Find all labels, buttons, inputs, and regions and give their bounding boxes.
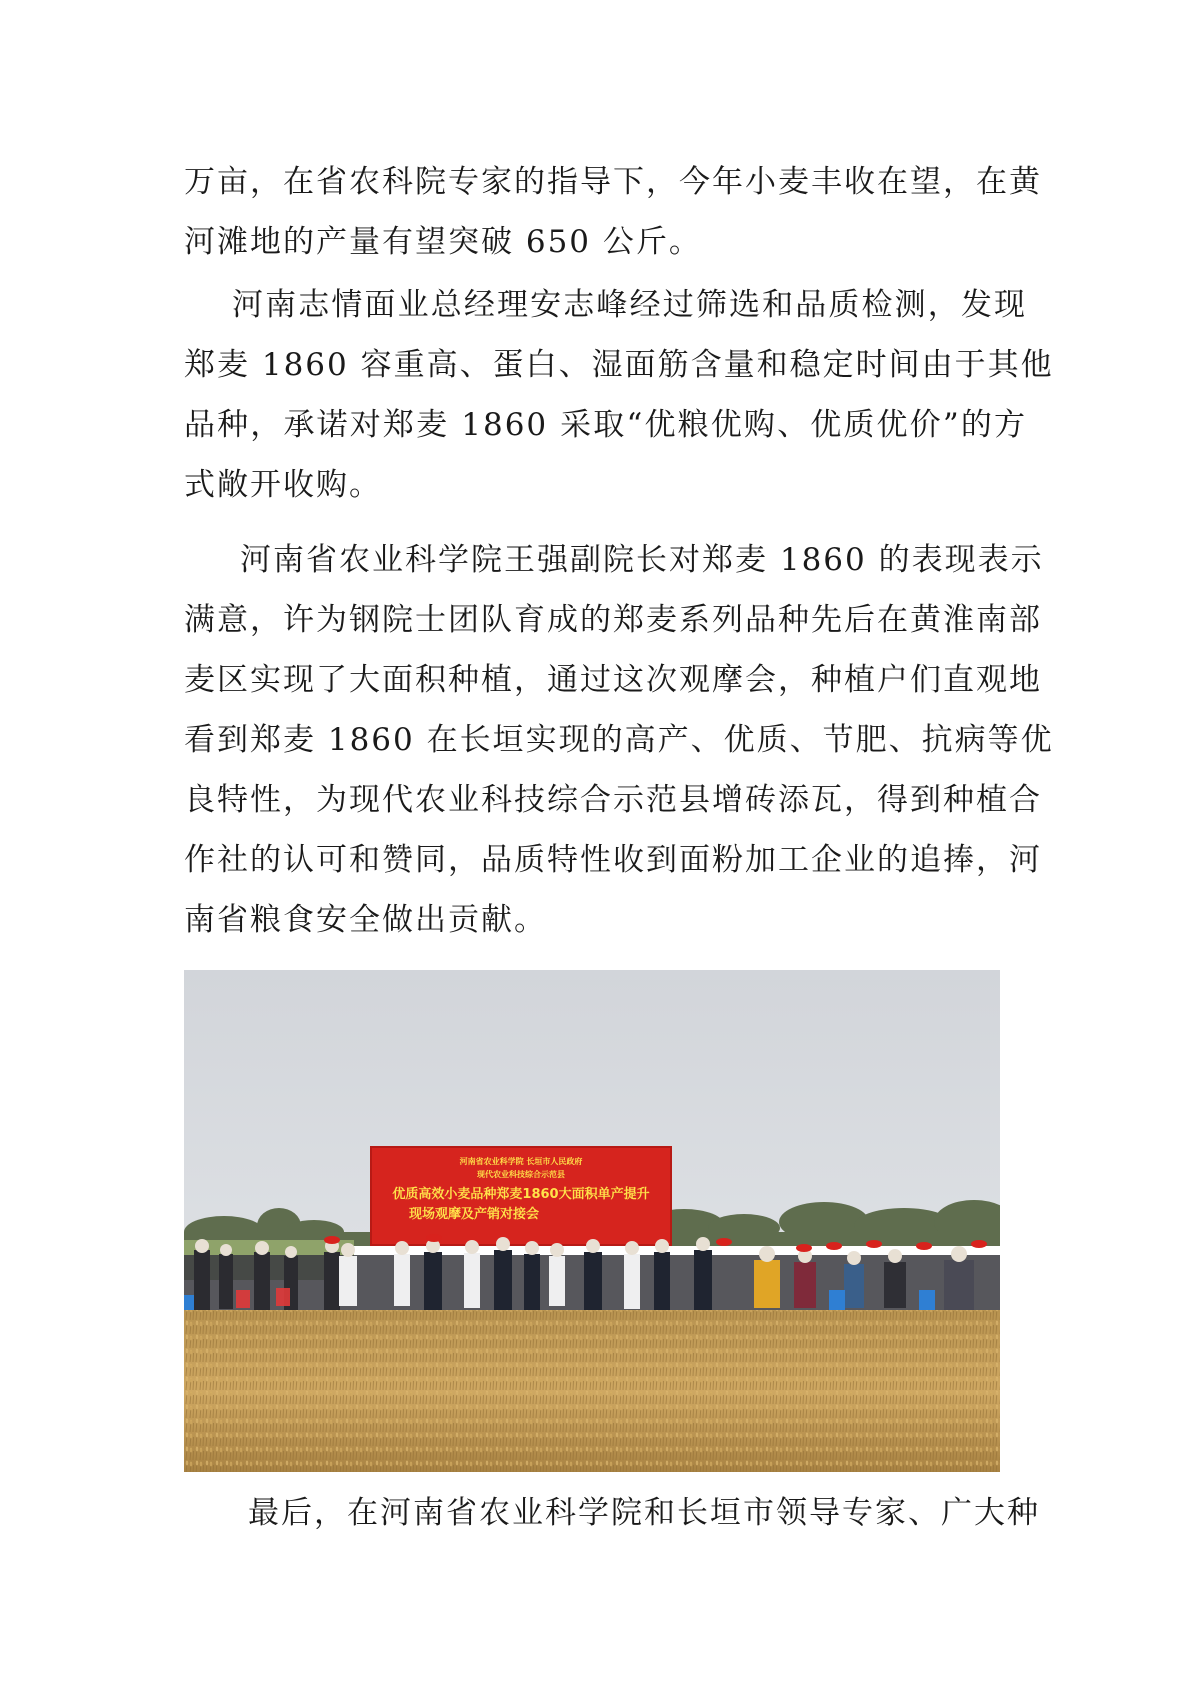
text-line: 最后，在河南省农业科学院和长垣市领导专家、广大种 (248, 1495, 1040, 1531)
text-line: 式敞开收购。 (184, 467, 382, 503)
text-line: 麦区实现了大面积种植，通过这次观摩会，种植户们直观地 (184, 662, 1042, 698)
text-line: 满意，许为钢院士团队育成的郑麦系列品种先后在黄淮南部 (184, 602, 1042, 638)
text-line: 南省粮食安全做出贡献。 (184, 902, 547, 938)
text-line: 万亩，在省农科院专家的指导下，今年小麦丰收在望，在黄 (184, 164, 1042, 200)
text-line: 河南志情面业总经理安志峰经过筛选和品质检测，发现 (232, 287, 1027, 323)
text-line: 良特性，为现代农业科技综合示范县增砖添瓦，得到种植合 (184, 782, 1042, 818)
text-line: 郑麦 1860 容重高、蛋白、湿面筋含量和稳定时间由于其他 (184, 347, 1054, 383)
text-line: 品种，承诺对郑麦 1860 采取“优粮优购、优质优价”的方 (184, 407, 1027, 443)
paragraph-2 (184, 275, 1054, 515)
paragraph-3 (184, 530, 1054, 950)
text-line: 看到郑麦 1860 在长垣实现的高产、优质、节肥、抗病等优 (184, 722, 1054, 758)
paragraph-1 (184, 152, 1042, 272)
banner-line-1: 河南省农业科学院 长垣市人民政府 (459, 1157, 583, 1166)
text-line: 作社的认可和赞同，品质特性收到面粉加工企业的追捧，河 (184, 842, 1042, 878)
event-photo (184, 970, 1000, 1472)
photo-scene (184, 970, 1000, 1472)
paragraph-4 (184, 1483, 1040, 1543)
banner-line-3: 优质高效小麦品种郑麦1860大面积单产提升 (392, 1187, 650, 1202)
banner-line-2: 现代农业科技综合示范县 (477, 1170, 565, 1179)
banner-line-4: 现场观摩及产销对接会 (408, 1207, 540, 1222)
text-line: 河滩地的产量有望突破 650 公斤。 (184, 224, 702, 260)
text-line: 河南省农业科学院王强副院长对郑麦 1860 的表现表示 (240, 542, 1044, 578)
event-banner (371, 1147, 671, 1245)
